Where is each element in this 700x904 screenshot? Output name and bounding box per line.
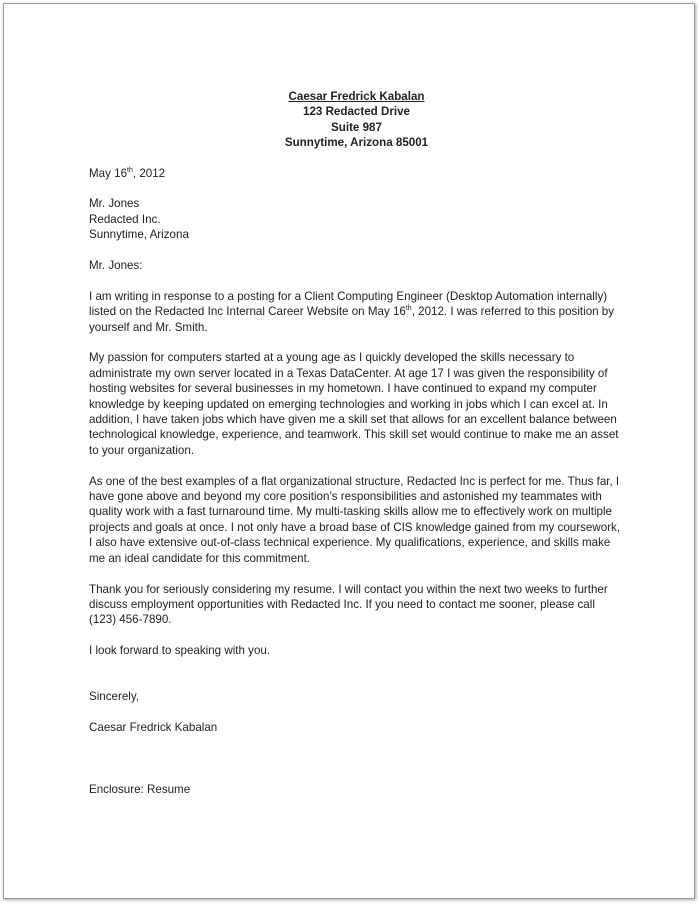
- date-year: , 2012: [132, 166, 166, 180]
- paragraph-3: As one of the best examples of a flat organizational structure, Redacted Inc is perfect for me. Thus far, I have gone above and beyond my core position’s responsibilities and astonished my teammates with quality work with a fast turnaround time. My multi-tasking skills allow me to effectively work on multiple projects and goals at once. I not only have a broad base of CIS knowledge gained from my coursework, I also have extensive out-of-class technical experience. My qualifications, experience, and skills make me an ideal candidate for this commitment.: [89, 474, 621, 565]
- sender-city: Sunnytime, Arizona 85001: [284, 136, 429, 150]
- letterhead: [89, 89, 624, 151]
- paragraph-2: My passion for computers started at a young age as I quickly developed the skills necessary to administrate my own server located in a Texas DataCenter. At age 17 I was given the responsibility of hosting websites for several businesses in my hometown. I have continued to expand my computer knowledge by keeping updated on emerging technologies and working in jobs which I can excel at. In addition, I have taken jobs which have given me a skill set that allows for an excellent balance between technological knowledge, experience, and teamwork. This skill set would continue to make me an asset to your organization.: [89, 351, 619, 457]
- letter-body: [89, 89, 624, 797]
- sender-suite: Suite 987: [331, 120, 382, 134]
- signature-name: Caesar Fredrick Kabalan: [89, 721, 218, 735]
- document-page: [3, 3, 695, 899]
- paragraph-5: I look forward to speaking with you.: [89, 644, 271, 658]
- closing: Sincerely,: [89, 690, 140, 704]
- recipient-company: Redacted Inc.: [89, 212, 161, 226]
- enclosure-line: Enclosure: Resume: [89, 782, 191, 796]
- sender-street: 123 Redacted Drive: [303, 105, 410, 119]
- salutation: Mr. Jones:: [89, 259, 143, 273]
- paragraph-1-sup: th: [405, 305, 412, 313]
- recipient-city: Sunnytime, Arizona: [89, 228, 189, 242]
- paragraph-1-part-a: I am writing in response to a posting for a Client Computing Engineer (Desktop Automation internally) listed on the Redacted Inc Internal Career Website on May 16: [89, 289, 608, 319]
- recipient-name: Mr. Jones: [89, 197, 140, 211]
- sender-name: Caesar Fredrick Kabalan: [288, 90, 425, 103]
- date-suffix: th: [127, 166, 133, 174]
- recipient-address: [89, 196, 624, 242]
- date-month-day: May 16: [89, 166, 128, 180]
- paragraph-1-part-b: , 2012. I was referred to this position by yourself and Mr. Smith.: [89, 305, 615, 334]
- letter-date: [89, 166, 624, 181]
- paragraph-1: [89, 289, 624, 335]
- paragraph-4: Thank you for seriously considering my resume. I will contact you within the next two weeks to further discuss employment opportunities with Redacted Inc. If you need to contact me sooner, please call (123) 456-7890.: [89, 582, 608, 627]
